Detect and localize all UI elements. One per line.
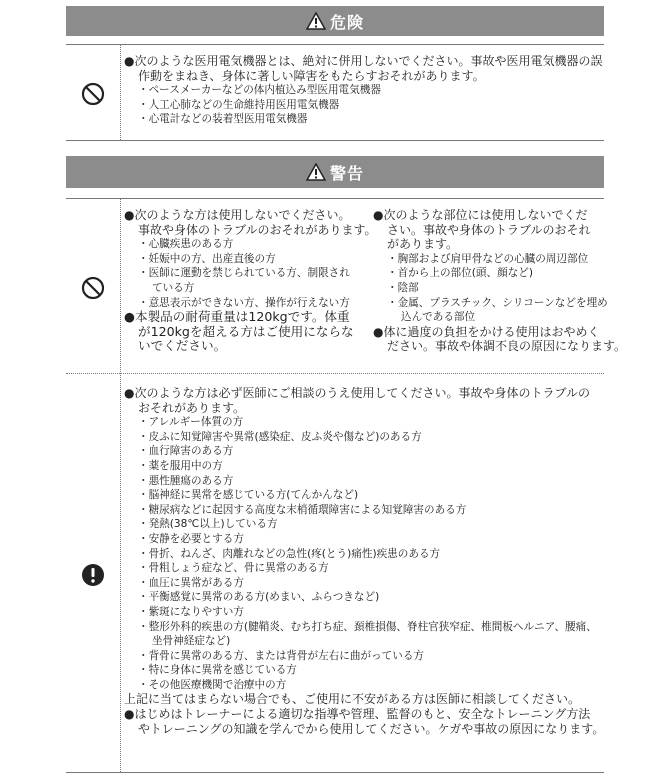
list-item: ・医師に運動を禁じられている方、制限され — [138, 267, 350, 280]
exclamation-icon — [81, 563, 105, 587]
divider — [66, 140, 604, 141]
list-item: ・発熱(38℃以上)している方 — [138, 518, 278, 531]
consult-lead: ●次のような方は必ず医師にご相談のうえ使用してください。事故や身体のトラブルの — [124, 386, 590, 400]
warning-triangle-icon — [306, 12, 326, 30]
list-item: ・胸部および肩甲骨などの心臓の周辺部位 — [387, 252, 589, 265]
divider — [120, 44, 121, 140]
list-item: ・心電計などの装着型医用電気機器 — [138, 113, 308, 126]
danger-lead: 作動をまねき、身体に著しい障害をもたらすおそれがあります。 — [138, 68, 485, 83]
prohibition-icon — [81, 276, 105, 300]
consult-note: 上記に当てはまらない場合でも、ご使用に不安がある方は医師に相談してください。 — [124, 692, 581, 707]
list-item: ・心臓疾患のある方 — [138, 238, 234, 251]
list-item: ・脳神経に異常を感じている方(てんかんなど) — [138, 489, 359, 502]
danger-header — [66, 6, 604, 36]
divider — [66, 772, 604, 773]
list-item: ・安静を必要とする方 — [138, 532, 244, 545]
overload-note: ださい。事故や体調不良の原因になります。 — [387, 339, 627, 354]
list-item: ・悪性腫瘍のある方 — [138, 474, 234, 487]
list-item: ・金属、プラスチック、シリコーンなどを埋め — [387, 296, 608, 309]
danger-lead: ●次のような医用電気機器とは、絶対に併用しないでください。事故や医用電気機器の誤 — [124, 54, 603, 68]
list-item: ている方 — [152, 281, 195, 294]
divider — [66, 44, 604, 45]
list-item: ・特に身体に異常を感じている方 — [138, 664, 297, 677]
trainer-note: やトレーニングの知識を学んでから使用してください。ケガや事故の原因になります。 — [138, 721, 605, 736]
list-item: ・平衡感覚に異常のある方(めまい、ふらつきなど) — [138, 591, 380, 604]
list-item: ・皮ふに知覚障害や異常(感染症、皮ふ炎や傷など)のある方 — [138, 430, 422, 443]
list-item: ・アレルギー体質の方 — [138, 416, 244, 429]
warning-right-column — [373, 208, 626, 354]
list-item: ・糖尿病などに起因する高度な末梢循環障害による知覚障害のある方 — [138, 503, 467, 516]
danger-title: 危険 — [329, 12, 364, 32]
list-item: 込んである部位 — [401, 311, 476, 324]
warning-lead: ●次のような部位には使用しないでくだ — [373, 208, 588, 222]
list-item: ・整形外科的疾患の方(腱鞘炎、むち打ち症、頚椎損傷、脊柱官狭窄症、椎間板ヘルニア、腰痛、 — [138, 620, 597, 633]
warning-lead: があります。 — [387, 237, 459, 252]
list-item: ・その他医療機関で治療中の方 — [138, 678, 287, 691]
list-item: ・骨粗しょう症など、骨に異常のある方 — [138, 562, 329, 575]
warning-lead: 事故や身体のトラブルのおそれがあります。 — [138, 222, 377, 237]
list-item: ・背骨に異常のある方、または背骨が左右に曲がっている方 — [138, 649, 425, 662]
weight-limit-note: が120kgを超える方はご使用にならな — [138, 323, 354, 339]
warning-triangle-icon — [306, 163, 326, 181]
danger-body — [124, 54, 602, 127]
warning-header — [66, 156, 604, 188]
warning-title: 警告 — [329, 163, 364, 183]
consult-lead: おそれがあります。 — [138, 400, 246, 415]
divider — [120, 198, 121, 772]
divider — [66, 373, 604, 374]
list-item: ・意思表示ができない方、操作が行えない方 — [138, 296, 350, 309]
list-item: ・血行障害のある方 — [138, 445, 234, 458]
prohibition-icon — [81, 82, 105, 106]
divider — [66, 198, 604, 199]
list-item: 坐骨神経症など) — [152, 635, 231, 648]
consult-section — [124, 386, 604, 736]
warning-left-column — [124, 208, 377, 354]
warning-lead: ●次のような方は使用しないでください。 — [124, 208, 351, 222]
weight-limit-note: いでください。 — [138, 338, 227, 354]
trainer-note: ●はじめはトレーナーによる適切な指導や管理、監督のもと、安全なトレーニング方法 — [124, 707, 591, 722]
list-item: ・ペースメーカーなどの体内植込み型医用電気機器 — [138, 84, 381, 97]
list-item: ・妊娠中の方、出産直後の方 — [138, 252, 276, 265]
list-item: ・骨折、ねんざ、肉離れなどの急性(疼(とう)痛性)疾患のある方 — [138, 547, 441, 560]
warning-lead: さい。事故や身体のトラブルのおそれ — [387, 222, 591, 237]
weight-limit-note: ●本製品の耐荷重量は120kgです。体重 — [124, 309, 350, 325]
list-item: ・人工心肺などの生命維持用医用電気機器 — [138, 98, 340, 111]
overload-note: ●体に過度の負担をかける使用はおやめく — [373, 324, 600, 339]
list-item: ・血圧に異常がある方 — [138, 576, 244, 589]
list-item: ・紫斑になりやすい方 — [138, 605, 244, 618]
list-item: ・薬を服用中の方 — [138, 459, 223, 472]
list-item: ・首から上の部位(頭、顔など) — [387, 267, 533, 280]
list-item: ・陰部 — [387, 281, 419, 294]
